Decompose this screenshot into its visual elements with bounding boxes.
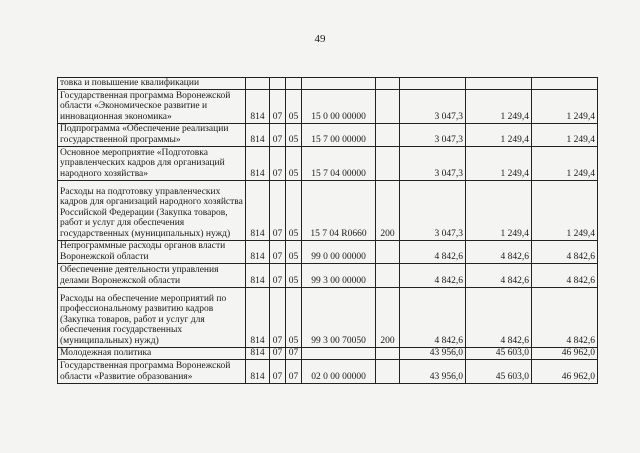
subsection-code: 05 bbox=[286, 89, 302, 123]
section-code: 07 bbox=[270, 89, 286, 123]
row-name: товка и повышение квалификации bbox=[58, 78, 246, 90]
expense-type-code bbox=[376, 263, 400, 287]
subsection-code: 05 bbox=[286, 240, 302, 263]
expense-type-code: 200 bbox=[376, 287, 400, 347]
expense-type-code bbox=[376, 359, 400, 383]
target-article-code bbox=[302, 78, 376, 90]
target-article-code: 15 7 04 R0660 bbox=[302, 180, 376, 240]
row-name: Основное мероприятие «Подготовка управленческих кадров для организаций народного хозяйства» bbox=[58, 146, 246, 180]
expense-type-code bbox=[376, 123, 400, 146]
expense-type-code bbox=[376, 89, 400, 123]
table-row bbox=[58, 359, 598, 383]
amount-year-1: 3 047,3 bbox=[400, 146, 466, 180]
amount-year-1: 4 842,6 bbox=[400, 263, 466, 287]
grbs-code: 814 bbox=[246, 123, 270, 146]
target-article-code: 02 0 00 00000 bbox=[302, 359, 376, 383]
row-name: Расходы на подготовку управленческих кадров для организаций народного хозяйства Российской Федерации (Закупка товаров, работ и услуг для обеспечения государственных (муниципальных) нужд) bbox=[58, 180, 246, 240]
section-code: 07 bbox=[270, 180, 286, 240]
grbs-code: 814 bbox=[246, 347, 270, 359]
amount-year-2: 45 603,0 bbox=[466, 359, 532, 383]
amount-year-2 bbox=[466, 78, 532, 90]
table-row bbox=[58, 263, 598, 287]
expense-type-code bbox=[376, 78, 400, 90]
subsection-code: 05 bbox=[286, 146, 302, 180]
amount-year-2: 1 249,4 bbox=[466, 146, 532, 180]
amount-year-1: 4 842,6 bbox=[400, 240, 466, 263]
amount-year-2: 1 249,4 bbox=[466, 89, 532, 123]
subsection-code: 05 bbox=[286, 263, 302, 287]
amount-year-3: 46 962,0 bbox=[532, 359, 598, 383]
amount-year-1: 4 842,6 bbox=[400, 287, 466, 347]
row-name: Государственная программа Воронежской области «Экономическое развитие и инновационная экономика» bbox=[58, 89, 246, 123]
amount-year-3: 4 842,6 bbox=[532, 287, 598, 347]
grbs-code: 814 bbox=[246, 180, 270, 240]
subsection-code: 05 bbox=[286, 287, 302, 347]
row-name: Расходы на обеспечение мероприятий по профессиональному развитию кадров (Закупка товаров, работ и услуг для обеспечения государственных (муниципальных) нужд) bbox=[58, 287, 246, 347]
amount-year-1: 43 956,0 bbox=[400, 347, 466, 359]
subsection-code: 07 bbox=[286, 347, 302, 359]
amount-year-3: 4 842,6 bbox=[532, 263, 598, 287]
table-row bbox=[58, 287, 598, 347]
amount-year-1: 3 047,3 bbox=[400, 89, 466, 123]
expense-type-code bbox=[376, 240, 400, 263]
section-code: 07 bbox=[270, 287, 286, 347]
target-article-code: 99 3 00 00000 bbox=[302, 263, 376, 287]
section-code: 07 bbox=[270, 347, 286, 359]
section-code: 07 bbox=[270, 123, 286, 146]
grbs-code bbox=[246, 78, 270, 90]
amount-year-1: 43 956,0 bbox=[400, 359, 466, 383]
row-name: Подпрограмма «Обеспечение реализации государственной программы» bbox=[58, 123, 246, 146]
row-name: Обеспечение деятельности управления делами Воронежской области bbox=[58, 263, 246, 287]
section-code: 07 bbox=[270, 240, 286, 263]
amount-year-3: 1 249,4 bbox=[532, 89, 598, 123]
target-article-code: 15 0 00 00000 bbox=[302, 89, 376, 123]
amount-year-3: 1 249,4 bbox=[532, 180, 598, 240]
grbs-code: 814 bbox=[246, 89, 270, 123]
table-row bbox=[58, 347, 598, 359]
table-row bbox=[58, 180, 598, 240]
grbs-code: 814 bbox=[246, 263, 270, 287]
subsection-code bbox=[286, 78, 302, 90]
section-code: 07 bbox=[270, 146, 286, 180]
amount-year-3: 4 842,6 bbox=[532, 240, 598, 263]
amount-year-1: 3 047,3 bbox=[400, 123, 466, 146]
target-article-code: 15 7 00 00000 bbox=[302, 123, 376, 146]
table-row bbox=[58, 240, 598, 263]
target-article-code: 15 7 04 00000 bbox=[302, 146, 376, 180]
table-row bbox=[58, 146, 598, 180]
amount-year-2: 1 249,4 bbox=[466, 123, 532, 146]
grbs-code: 814 bbox=[246, 359, 270, 383]
amount-year-3: 1 249,4 bbox=[532, 123, 598, 146]
amount-year-2: 45 603,0 bbox=[466, 347, 532, 359]
table-row bbox=[58, 123, 598, 146]
target-article-code bbox=[302, 347, 376, 359]
expense-type-code bbox=[376, 146, 400, 180]
row-name: Молодежная политика bbox=[58, 347, 246, 359]
target-article-code: 99 3 00 70050 bbox=[302, 287, 376, 347]
budget-table bbox=[57, 77, 598, 384]
row-name: Государственная программа Воронежской области «Развитие образования» bbox=[58, 359, 246, 383]
table-row bbox=[58, 78, 598, 90]
amount-year-3: 46 962,0 bbox=[532, 347, 598, 359]
section-code bbox=[270, 78, 286, 90]
subsection-code: 07 bbox=[286, 359, 302, 383]
expense-type-code bbox=[376, 347, 400, 359]
subsection-code: 05 bbox=[286, 123, 302, 146]
grbs-code: 814 bbox=[246, 287, 270, 347]
amount-year-2: 4 842,6 bbox=[466, 263, 532, 287]
amount-year-3 bbox=[532, 78, 598, 90]
amount-year-1: 3 047,3 bbox=[400, 180, 466, 240]
expense-type-code: 200 bbox=[376, 180, 400, 240]
page-number: 49 bbox=[314, 33, 326, 45]
table-row bbox=[58, 89, 598, 123]
target-article-code: 99 0 00 00000 bbox=[302, 240, 376, 263]
amount-year-3: 1 249,4 bbox=[532, 146, 598, 180]
grbs-code: 814 bbox=[246, 146, 270, 180]
section-code: 07 bbox=[270, 359, 286, 383]
subsection-code: 05 bbox=[286, 180, 302, 240]
row-name: Непрограммные расходы органов власти Воронежской области bbox=[58, 240, 246, 263]
amount-year-1 bbox=[400, 78, 466, 90]
section-code: 07 bbox=[270, 263, 286, 287]
amount-year-2: 1 249,4 bbox=[466, 180, 532, 240]
amount-year-2: 4 842,6 bbox=[466, 240, 532, 263]
grbs-code: 814 bbox=[246, 240, 270, 263]
amount-year-2: 4 842,6 bbox=[466, 287, 532, 347]
